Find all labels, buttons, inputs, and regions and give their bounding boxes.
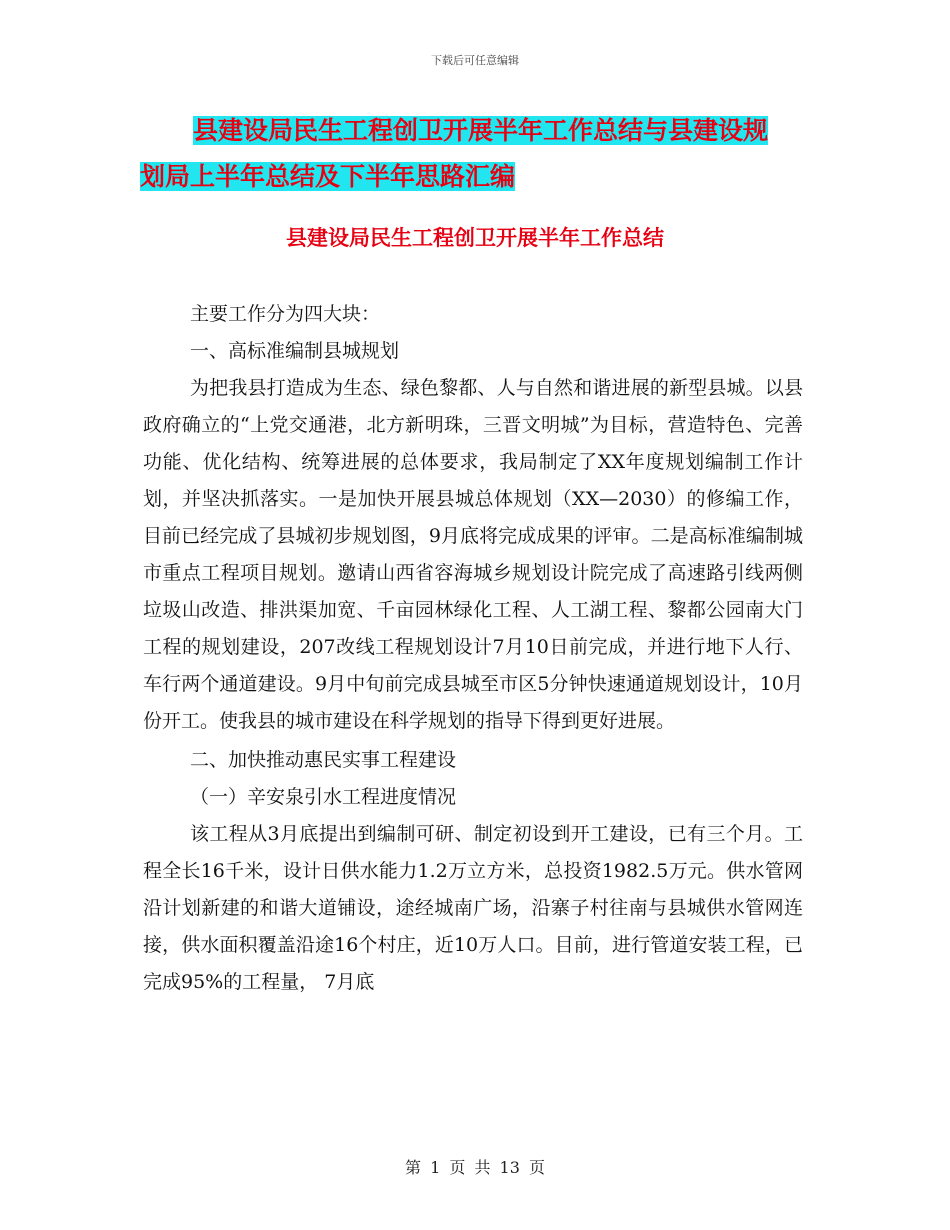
title-line-1: 县建设局民生工程创卫开展半年工作总结与县建设规 [193, 116, 769, 145]
title-line-2: 划局上半年总结及下半年思路汇编 [140, 162, 516, 191]
heading-section-2: 二、加快推动惠民实事工程建设 [190, 749, 457, 771]
document-body [143, 296, 803, 1001]
document-title [140, 108, 820, 200]
heading-subsection-1: （一）辛安泉引水工程进度情况 [190, 786, 457, 808]
body-intro: 主要工作分为四大块： [190, 303, 381, 325]
page-header: 下载后可任意编辑 [431, 54, 519, 67]
heading-section-1: 一、高标准编制县城规划 [190, 340, 400, 362]
section-title: 县建设局民生工程创卫开展半年工作总结 [286, 226, 664, 250]
body-paragraph: 该工程从3月底提出到编制可研、制定初设到开工建设，已有三个月。工程全长16千米，设计日供水能力1.2万立方米，总投资1982.5万元。供水管网沿计划新建的和谐大道铺设，途经城南广场，沿寨子村往南与县城供水管网连接，供水面积覆盖沿途16个村庄，近10万人口。目前，进行管道安装工程，已完成95%的工程量， 7月底 [143, 823, 803, 993]
page-footer: 第 1 页 共 13 页 [405, 1158, 545, 1177]
body-paragraph: 为把我县打造成为生态、绿色黎都、人与自然和谐进展的新型县城。以县政府确立的“上党交通港，北方新明珠，三晋文明城”为目标，营造特色、完善功能、优化结构、统筹进展的总体要求，我局制定了XX年度规划编制工作计划，并坚决抓落实。一是加快开展县城总体规划（XX—2030）的修编工作，目前已经完成了县城初步规划图，9月底将完成成果的评审。二是高标准编制城市重点工程项目规划。邀请山西省容海城乡规划设计院完成了高速路引线两侧垃圾山改造、排洪渠加宽、千亩园林绿化工程、人工湖工程、黎都公园南大门工程的规划建设，207改线工程规划设计7月10日前完成，并进行地下人行、车行两个通道建设。9月中旬前完成县城至市区5分钟快速通道规划设计，10月份开工。使我县的城市建设在科学规划的指导下得到更好进展。 [143, 377, 803, 732]
